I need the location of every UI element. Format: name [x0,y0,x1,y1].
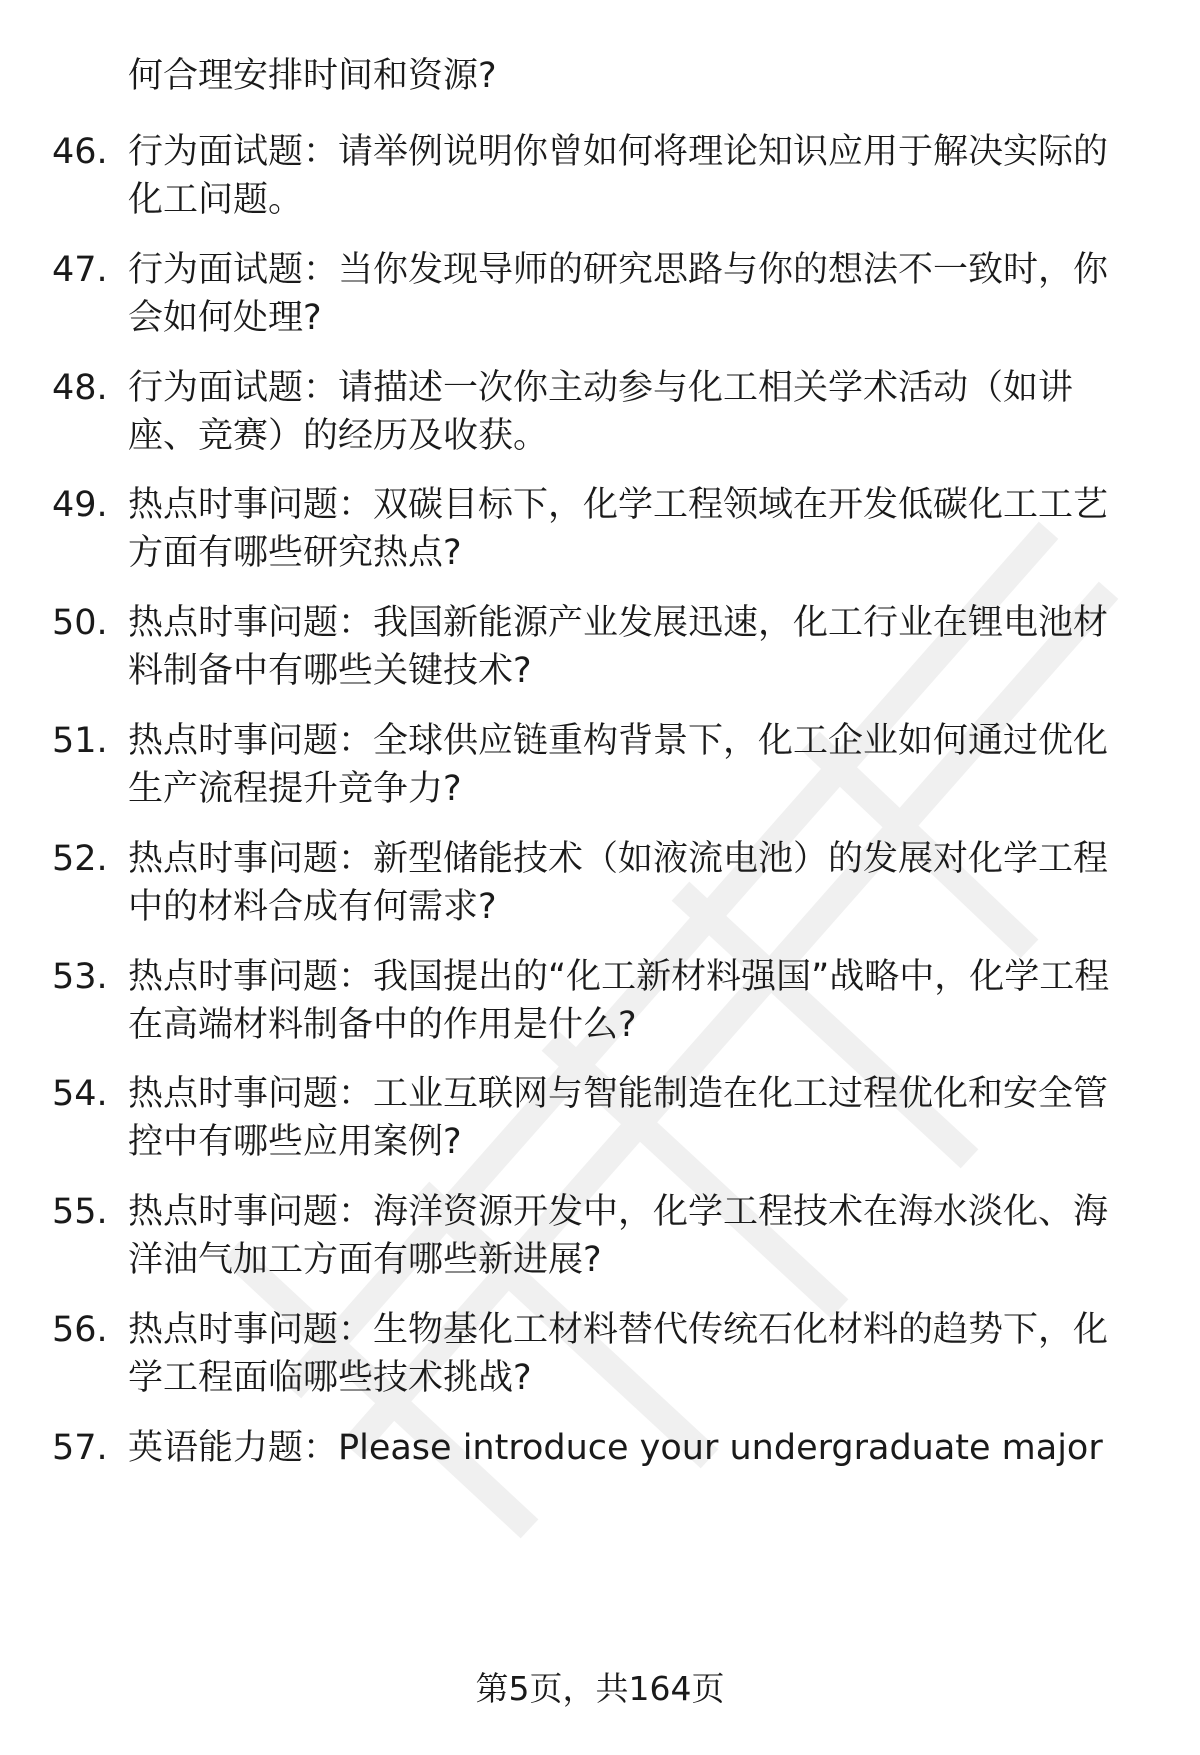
question-item [0,128,1200,238]
question-number: 50. [52,603,108,644]
question-number: 49. [52,485,108,526]
question-text: 英语能力题：Please introduce your undergraduate major [128,1427,1103,1468]
question-number: 53. [52,956,108,997]
question-text: 行为面试题：当你发现导师的研究思路与你的想法不一致时，你会如何处理? [128,249,1109,338]
question-number: 46. [52,132,108,172]
question-item [0,1188,1200,1298]
question-item [0,953,1200,1063]
question-item [0,717,1200,827]
question-text: 热点时事问题：海洋资源开发中，化学工程技术在海水淡化、海洋油气加工方面有哪些新进展? [128,1192,1109,1281]
question-text: 热点时事问题：新型储能技术（如液流电池）的发展对化学工程中的材料合成有何需求? [128,838,1109,927]
question-number: 55. [52,1192,108,1233]
question-number: 51. [52,721,108,761]
question-text: 热点时事问题：全球供应链重构背景下，化工企业如何通过优化生产流程提升竞争力? [128,721,1109,809]
question-item [0,481,1200,591]
question-text: 热点时事问题：我国提出的“化工新材料强国”战略中，化学工程在高端材料制备中的作用是什么? [128,956,1110,1045]
question-item [0,1424,1200,1534]
page-footer: 第5页，共164页 [475,1669,725,1708]
question-number: 48. [52,367,108,408]
question-number: 54. [52,1074,108,1115]
question-number: 52. [52,838,108,879]
question-text: 行为面试题：请描述一次你主动参与化工相关学术活动（如讲座、竞赛）的经历及收获。 [128,367,1074,456]
question-text: 热点时事问题：生物基化工材料替代传统石化材料的趋势下，化学工程面临哪些技术挑战? [128,1310,1109,1398]
question-number: 56. [52,1310,108,1350]
continuation-text: 何合理安排时间和资源? [128,56,497,96]
question-number: 47. [52,249,108,290]
question-item [0,246,1200,356]
question-text: 热点时事问题：双碳目标下，化学工程领域在开发低碳化工工艺方面有哪些研究热点? [128,485,1109,574]
question-text: 行为面试题：请举例说明你曾如何将理论知识应用于解决实际的化工问题。 [128,132,1109,220]
question-number: 57. [52,1427,108,1468]
question-item [0,364,1200,474]
question-item [0,835,1200,945]
question-item [0,599,1200,709]
question-text: 热点时事问题：工业互联网与智能制造在化工过程优化和安全管控中有哪些应用案例? [128,1074,1109,1163]
question-text: 热点时事问题：我国新能源产业发展迅速，化工行业在锂电池材料制备中有哪些关键技术? [128,603,1109,692]
question-item [0,1306,1200,1416]
question-item [0,1070,1200,1180]
